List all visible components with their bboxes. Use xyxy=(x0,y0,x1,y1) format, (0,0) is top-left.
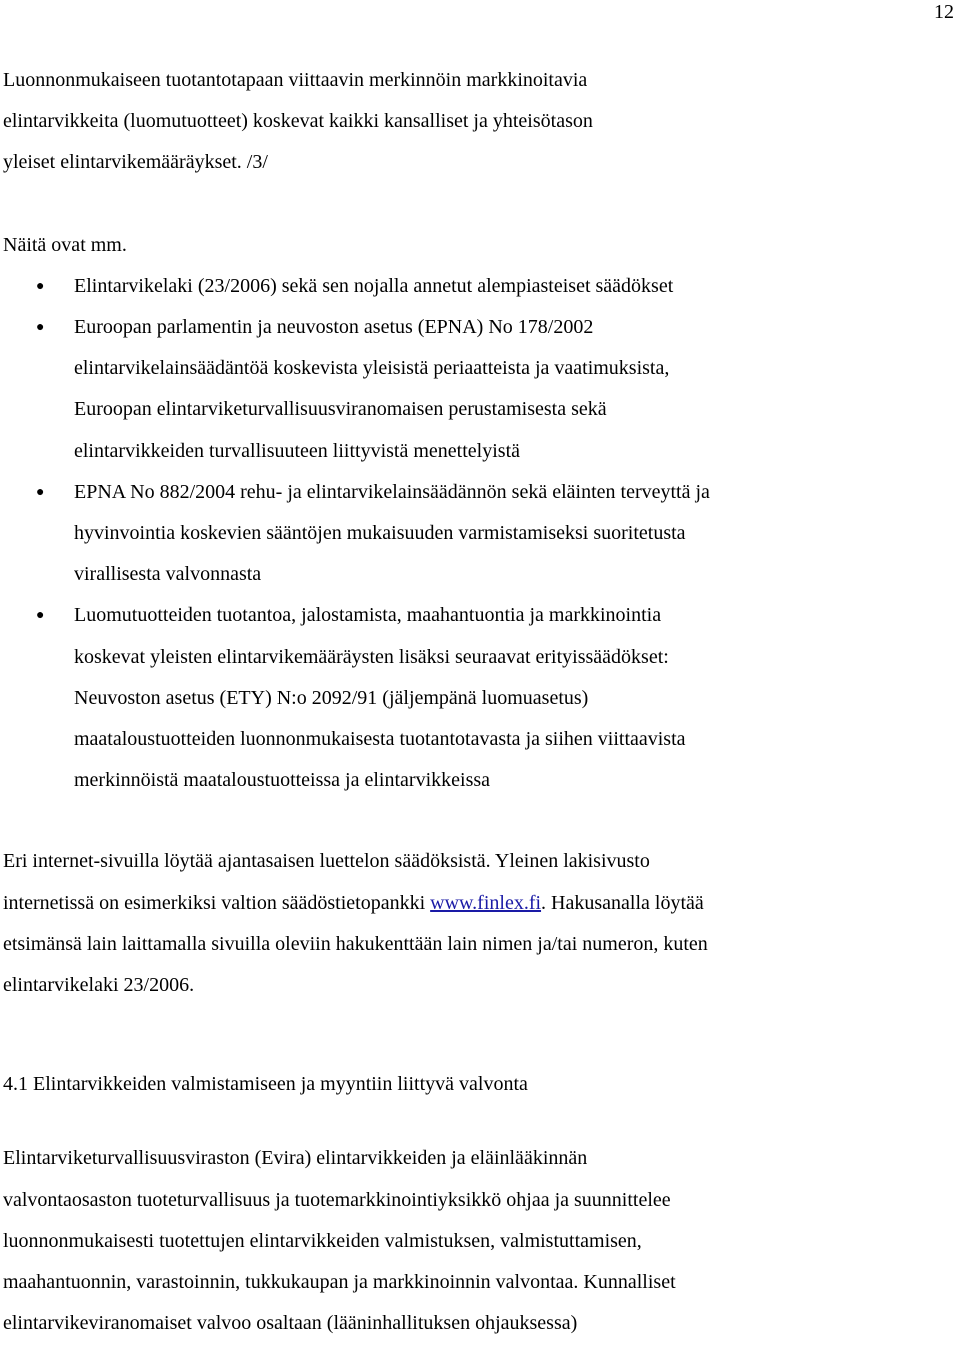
document-body xyxy=(3,60,943,1344)
intro-line: Luonnonmukaiseen tuotantotapaan viittaavin merkinnöin markkinoitavia xyxy=(3,69,588,91)
intro-line: yleiset elintarvikemääräykset. /3/ xyxy=(3,151,268,174)
bullet-icon: ● xyxy=(36,484,45,500)
internet-paragraph: Eri internet-sivuilla löytää ajantasaisen luettelon säädöksistä. Yleinen lakisivusto internetissä on esimerkiksi valtion säädöstietopankki www.finlex.fi. Hakusanalla löytää etsimänsä lain laittamalla sivuilla oleviin hakukenttään lain nimen ja/tai numeron, kuten elintarvikelaki 23/2006. xyxy=(3,850,708,997)
regulation-list xyxy=(3,266,943,802)
section-paragraph: Elintarviketurvallisuusviraston (Evira) elintarvikkeiden ja eläinlääkinnän valvontaosaston tuoteturvallisuus ja tuotemarkkinointiyksikkö ohjaa ja suunnittelee luonnonmukaisesti tuotettujen elintarvikkeiden valmistuksen, valmistuttamisen, maahantuonnin, varastoinnin, tukkukaupan ja markkinoinnin valvontaa. Kunnalliset elintarvikeviranomaiset valvoo osaltaan (lääninhallituksen ohjauksessa) xyxy=(3,1147,676,1335)
intro-line: elintarvikkeita (luomutuotteet) koskevat kaikki kansalliset ja yhteisötason xyxy=(3,110,593,133)
finlex-link[interactable]: www.finlex.fi xyxy=(430,891,542,914)
list-item: ● Euroopan parlamentin ja neuvoston asetus (EPNA) No 178/2002 elintarvikelainsäädäntöä koskevista yleisistä periaatteista ja vaatimuksista, Euroopan elintarviketurvallisuusviranomaisen perustamisesta sekä elintarvikkeiden turvallisuuteen liittyvistä menettelyistä xyxy=(3,307,943,472)
section-heading: 4.1 Elintarvikkeiden valmistamiseen ja myyntiin liittyvä valvonta xyxy=(3,1073,528,1096)
bullet-icon: ● xyxy=(36,608,45,624)
list-item: ● Elintarvikelaki (23/2006) sekä sen nojalla annetut alempiasteiset säädökset xyxy=(3,266,943,307)
bullet-icon: ● xyxy=(36,320,45,336)
intro-paragraph xyxy=(3,60,943,184)
list-intro: Näitä ovat mm. xyxy=(3,233,127,256)
list-item: ● EPNA No 882/2004 rehu- ja elintarvikelainsäädännön sekä eläinten terveyttä ja hyvinvointia koskevien sääntöjen mukaisuuden varmistamiseksi suoritetusta virallisesta valvonnasta xyxy=(3,472,943,596)
list-item: ● Luomutuotteiden tuotantoa, jalostamista, maahantuontia ja markkinointia koskevat yleisten elintarvikemääräysten lisäksi seuraavat erityissäädökset: Neuvoston asetus (ETY) N:o 2092/91 (jäljempänä luomuasetus) maataloustuotteiden luonnonmukaisesta tuotantotavasta ja siihen viittaavista merkinnöistä maataloustuotteissa ja elintarvikkeissa xyxy=(3,595,943,801)
bullet-icon: ● xyxy=(36,278,45,294)
page-number: 12 xyxy=(934,1,954,23)
